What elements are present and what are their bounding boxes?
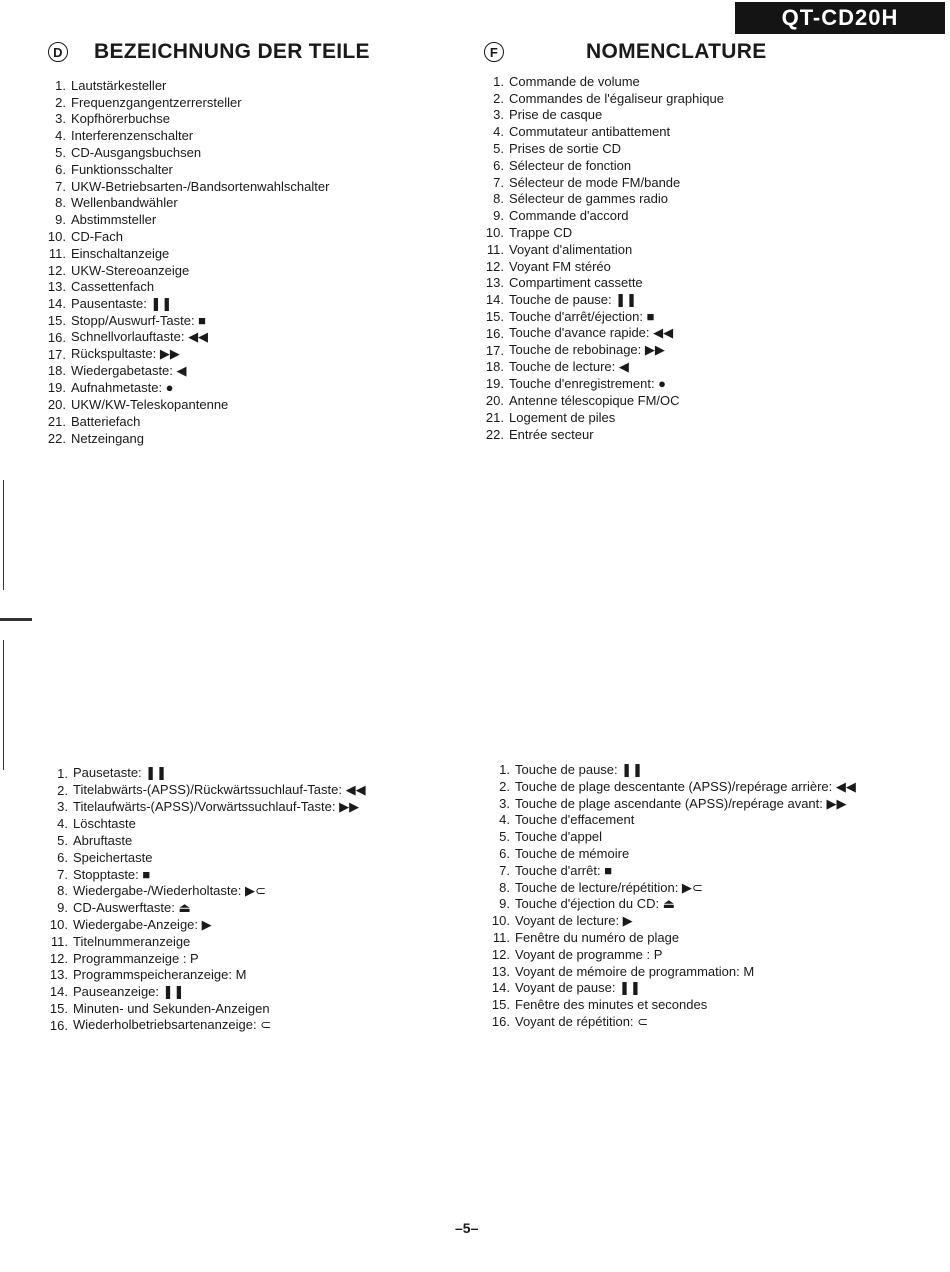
item-number: 3.	[493, 107, 504, 123]
item-text: Funktionsschalter	[71, 161, 173, 177]
item-text: CD-Auswerftaste: ⏏	[73, 899, 191, 915]
item-number: 7.	[499, 862, 510, 878]
item-text: Antenne télescopique FM/OC	[509, 393, 680, 409]
item-number: 1.	[55, 77, 66, 93]
item-number: 16.	[485, 325, 504, 341]
item-text: Touche de pause: ❚❚	[509, 291, 638, 307]
item-number: 4.	[493, 124, 504, 140]
item-number: 9.	[55, 212, 66, 228]
item-number: 8.	[55, 195, 66, 211]
item-text: Fenêtre du numéro de plage	[515, 929, 680, 945]
list-item	[38, 782, 458, 799]
item-number: 8.	[57, 883, 68, 899]
french-parts-list	[474, 73, 894, 443]
list-item	[474, 258, 894, 275]
list-item	[38, 329, 438, 346]
list-item	[38, 245, 438, 262]
item-text: Touche de pause: ❚❚	[515, 762, 644, 777]
item-number: 15.	[491, 997, 510, 1013]
list-item	[474, 90, 894, 107]
item-number: 5.	[57, 833, 68, 849]
model-badge	[735, 2, 945, 34]
item-text: UKW-Betriebsarten-/Bandsortenwahlschalter	[71, 178, 330, 194]
item-number: 10.	[49, 917, 68, 933]
item-number: 13.	[49, 967, 68, 983]
list-item	[474, 409, 894, 426]
item-text: Touche de rebobinage: ▶▶	[509, 342, 665, 358]
item-number: 15.	[47, 313, 66, 329]
item-number: 18.	[485, 359, 504, 375]
item-text: Voyant FM stéréo	[509, 258, 611, 274]
item-text: Commutateur antibattement	[509, 124, 671, 140]
item-number: 7.	[493, 174, 504, 190]
item-text: Programmspeicheranzeige: M	[73, 967, 247, 983]
item-text: Interferenzenschalter	[71, 128, 194, 144]
list-item	[38, 178, 438, 195]
item-text: Wiederholbetriebsartenanzeige: ⊂	[73, 1017, 272, 1033]
item-number: 20.	[47, 397, 66, 413]
item-number: 8.	[493, 191, 504, 207]
list-item	[38, 916, 458, 933]
list-item	[38, 899, 458, 916]
list-item	[38, 363, 438, 380]
item-text: Frequenzgangentzerrersteller	[71, 94, 242, 110]
german-parts-list	[38, 77, 438, 447]
item-text: Minuten- und Sekunden-Anzeigen	[73, 1001, 270, 1017]
item-number: 6.	[55, 161, 66, 177]
list-item	[38, 983, 458, 1000]
item-number: 5.	[499, 829, 510, 845]
item-text: Einschaltanzeige	[71, 245, 170, 261]
item-text: Titelaufwärts-(APSS)/Vorwärtssuchlauf-Taste: ▶▶	[73, 798, 360, 814]
item-text: Commandes de l'égaliseur graphique	[509, 90, 724, 106]
item-text: Wellenbandwähler	[71, 195, 178, 211]
item-number: 10.	[485, 225, 504, 241]
list-item	[480, 762, 888, 779]
list-item	[474, 241, 894, 258]
item-number: 4.	[499, 812, 510, 828]
list-item	[480, 930, 888, 947]
item-text: Aufnahmetaste: ●	[71, 380, 174, 396]
french-title: NOMENCLATURE	[586, 40, 767, 63]
list-item	[38, 413, 438, 430]
item-number: 14.	[485, 292, 504, 308]
list-item	[474, 224, 894, 241]
item-text: Pausetaste: ❚❚	[73, 765, 168, 781]
item-text: Touche d'arrêt: ■	[515, 862, 613, 878]
list-item	[480, 913, 888, 930]
item-number: 14.	[49, 984, 68, 1000]
french-cd-parts-list	[480, 762, 888, 1031]
item-text: Fenêtre des minutes et secondes	[515, 997, 708, 1013]
list-item	[38, 1000, 458, 1017]
list-item	[38, 77, 438, 94]
item-number: 6.	[57, 849, 68, 865]
list-item	[38, 94, 438, 111]
list-item	[480, 796, 888, 813]
item-number: 11.	[486, 241, 504, 257]
item-number: 3.	[57, 799, 68, 815]
list-item	[474, 426, 894, 443]
item-text: Voyant de répétition: ⊂	[515, 1013, 649, 1029]
item-number: 11.	[48, 245, 66, 261]
item-number: 16.	[49, 1017, 68, 1033]
list-item	[474, 207, 894, 224]
german-language-mark: D	[48, 42, 68, 62]
item-text: Voyant de mémoire de programmation: M	[515, 963, 755, 979]
list-item	[474, 291, 894, 308]
item-number: 2.	[55, 94, 66, 110]
list-item	[38, 161, 438, 178]
item-text: CD-Ausgangsbuchsen	[71, 145, 202, 161]
item-text: Netzeingang	[71, 430, 144, 446]
item-text: Löschtaste	[73, 816, 136, 832]
list-item	[38, 144, 438, 161]
list-item	[480, 779, 888, 796]
item-number: 10.	[47, 229, 66, 245]
list-item	[38, 430, 438, 447]
item-text: Schnellvorlauftaste: ◀◀	[71, 329, 209, 345]
list-item	[474, 275, 894, 292]
item-number: 10.	[491, 913, 510, 929]
item-text: Sélecteur de mode FM/bande	[509, 174, 681, 190]
list-item	[38, 933, 458, 950]
item-number: 21.	[47, 413, 66, 429]
item-text: Touche de mémoire	[515, 845, 630, 861]
list-item	[38, 295, 438, 312]
list-item	[38, 883, 458, 900]
item-text: Abruftaste	[73, 833, 133, 849]
list-item	[38, 228, 438, 245]
margin-line	[3, 480, 4, 590]
margin-tick	[0, 618, 32, 621]
list-item	[38, 765, 458, 782]
item-number: 12.	[491, 946, 510, 962]
list-item	[474, 191, 894, 208]
list-item	[474, 73, 894, 90]
item-text: Pausentaste: ❚❚	[71, 295, 173, 311]
german-heading	[48, 40, 370, 64]
item-text: Touche d'arrêt/éjection: ■	[509, 309, 655, 325]
item-text: Cassettenfach	[71, 279, 155, 295]
item-number: 16.	[47, 329, 66, 345]
list-item	[480, 997, 888, 1014]
list-item	[38, 262, 438, 279]
list-item	[38, 967, 458, 984]
list-item	[474, 157, 894, 174]
item-text: Titelnummeranzeige	[73, 933, 191, 949]
list-item	[474, 325, 894, 342]
item-text: Trappe CD	[509, 225, 573, 241]
item-number: 22.	[47, 430, 66, 446]
page-number: –5–	[455, 1220, 479, 1236]
item-number: 17.	[47, 346, 66, 362]
item-number: 7.	[55, 178, 66, 194]
list-item	[480, 846, 888, 863]
item-text: UKW/KW-Teleskopantenne	[71, 397, 229, 413]
item-number: 6.	[499, 845, 510, 861]
item-number: 3.	[499, 795, 510, 811]
list-item	[38, 346, 438, 363]
list-item	[480, 964, 888, 981]
list-item	[38, 866, 458, 883]
list-item	[474, 140, 894, 157]
item-text: Touche de lecture: ◀	[509, 358, 629, 374]
item-number: 12.	[47, 262, 66, 278]
list-item	[480, 896, 888, 913]
item-number: 5.	[493, 141, 504, 157]
item-number: 9.	[499, 896, 510, 912]
item-number: 4.	[55, 128, 66, 144]
item-text: Touche d'avance rapide: ◀◀	[509, 325, 674, 341]
item-number: 3.	[55, 111, 66, 127]
list-item	[474, 375, 894, 392]
french-heading	[484, 40, 767, 64]
item-number: 11.	[492, 929, 510, 945]
item-number: 1.	[57, 765, 68, 781]
list-item	[38, 379, 438, 396]
item-number: 20.	[485, 393, 504, 409]
list-item	[480, 947, 888, 964]
item-text: Entrée secteur	[509, 426, 594, 442]
german-cd-parts-list	[38, 765, 458, 1034]
item-text: Stopp/Auswurf-Taste: ■	[71, 313, 207, 329]
item-number: 22.	[485, 426, 504, 442]
item-number: 14.	[47, 296, 66, 312]
item-number: 4.	[57, 816, 68, 832]
item-number: 13.	[491, 963, 510, 979]
list-item	[474, 308, 894, 325]
item-text: Compartiment cassette	[509, 275, 643, 291]
item-text: Sélecteur de gammes radio	[509, 191, 668, 207]
list-item	[480, 1014, 888, 1031]
item-text: Touche d'effacement	[515, 812, 635, 828]
french-language-mark: F	[484, 42, 504, 62]
item-number: 15.	[49, 1001, 68, 1017]
list-item	[474, 123, 894, 140]
list-item	[474, 392, 894, 409]
item-number: 21.	[485, 409, 504, 425]
item-number: 11.	[50, 933, 68, 949]
item-number: 2.	[57, 782, 68, 798]
item-number: 2.	[493, 90, 504, 106]
item-number: 7.	[57, 866, 68, 882]
item-number: 19.	[485, 376, 504, 392]
item-text: Prise de casque	[509, 107, 603, 123]
item-number: 12.	[485, 258, 504, 274]
item-text: Touche de plage descentante (APSS)/repérage arrière: ◀◀	[515, 778, 856, 794]
item-text: Abstimmsteller	[71, 212, 157, 228]
item-text: UKW-Stereoanzeige	[71, 262, 190, 278]
list-item	[38, 950, 458, 967]
list-item	[38, 1017, 458, 1034]
list-item	[474, 342, 894, 359]
item-number: 12.	[49, 950, 68, 966]
item-text: Logement de piles	[509, 409, 616, 425]
item-number: 17.	[485, 342, 504, 358]
model-name: QT-CD20H	[781, 5, 899, 30]
list-item	[38, 396, 438, 413]
list-item	[38, 127, 438, 144]
list-item	[38, 799, 458, 816]
item-text: Kopfhörerbuchse	[71, 111, 171, 127]
item-text: Voyant de programme : P	[515, 946, 663, 962]
item-text: Wiedergabe-/Wiederholtaste: ▶⊂	[73, 882, 266, 898]
item-text: Voyant de lecture: ▶	[515, 913, 633, 929]
item-text: Sélecteur de fonction	[509, 157, 632, 173]
item-text: Rückspultaste: ▶▶	[71, 346, 180, 362]
item-text: Voyant d'alimentation	[509, 241, 633, 257]
item-text: Touche d'appel	[515, 829, 603, 845]
item-number: 13.	[485, 275, 504, 291]
item-text: Batteriefach	[71, 413, 141, 429]
list-item	[38, 279, 438, 296]
item-number: 2.	[499, 778, 510, 794]
item-number: 6.	[493, 157, 504, 173]
list-item	[480, 863, 888, 880]
item-text: Touche de plage ascendante (APSS)/repérage avant: ▶▶	[515, 795, 847, 811]
german-title: BEZEICHNUNG DER TEILE	[94, 40, 370, 63]
item-text: Touche d'éjection du CD: ⏏	[515, 896, 676, 912]
item-text: Touche d'enregistrement: ●	[509, 376, 667, 392]
list-item	[474, 107, 894, 124]
margin-line	[3, 640, 4, 770]
item-text: Lautstärkesteller	[71, 77, 167, 93]
item-text: Wiedergabe-Anzeige: ▶	[73, 916, 212, 932]
item-text: CD-Fach	[71, 229, 124, 245]
item-number: 9.	[57, 900, 68, 916]
item-text: Commande d'accord	[509, 208, 629, 224]
list-item	[480, 880, 888, 897]
list-item	[38, 211, 438, 228]
list-item	[38, 849, 458, 866]
item-text: Prises de sortie CD	[509, 141, 621, 157]
item-text: Commande de volume	[509, 73, 640, 89]
item-number: 1.	[499, 762, 510, 777]
item-number: 5.	[55, 145, 66, 161]
item-text: Speichertaste	[73, 849, 153, 865]
item-text: Pauseanzeige: ❚❚	[73, 983, 185, 999]
item-number: 14.	[491, 980, 510, 996]
item-number: 1.	[493, 73, 504, 89]
item-text: Wiedergabetaste: ◀	[71, 362, 187, 378]
item-text: Stopptaste: ■	[73, 866, 151, 882]
item-number: 19.	[47, 380, 66, 396]
item-text: Programmanzeige : P	[73, 950, 199, 966]
list-item	[38, 111, 438, 128]
list-item	[480, 812, 888, 829]
item-number: 16.	[491, 1013, 510, 1029]
item-number: 18.	[47, 363, 66, 379]
item-text: Voyant de pause: ❚❚	[515, 980, 641, 996]
list-item	[38, 832, 458, 849]
list-item	[474, 174, 894, 191]
item-text: Touche de lecture/répétition: ▶⊂	[515, 879, 703, 895]
list-item	[38, 195, 438, 212]
item-number: 15.	[485, 309, 504, 325]
item-number: 9.	[493, 208, 504, 224]
item-number: 8.	[499, 879, 510, 895]
list-item	[480, 829, 888, 846]
item-text: Titelabwärts-(APSS)/Rückwärtssuchlauf-Taste: ◀◀	[73, 782, 366, 798]
list-item	[480, 980, 888, 997]
list-item	[38, 815, 458, 832]
list-item	[38, 312, 438, 329]
list-item	[474, 359, 894, 376]
item-number: 13.	[47, 279, 66, 295]
